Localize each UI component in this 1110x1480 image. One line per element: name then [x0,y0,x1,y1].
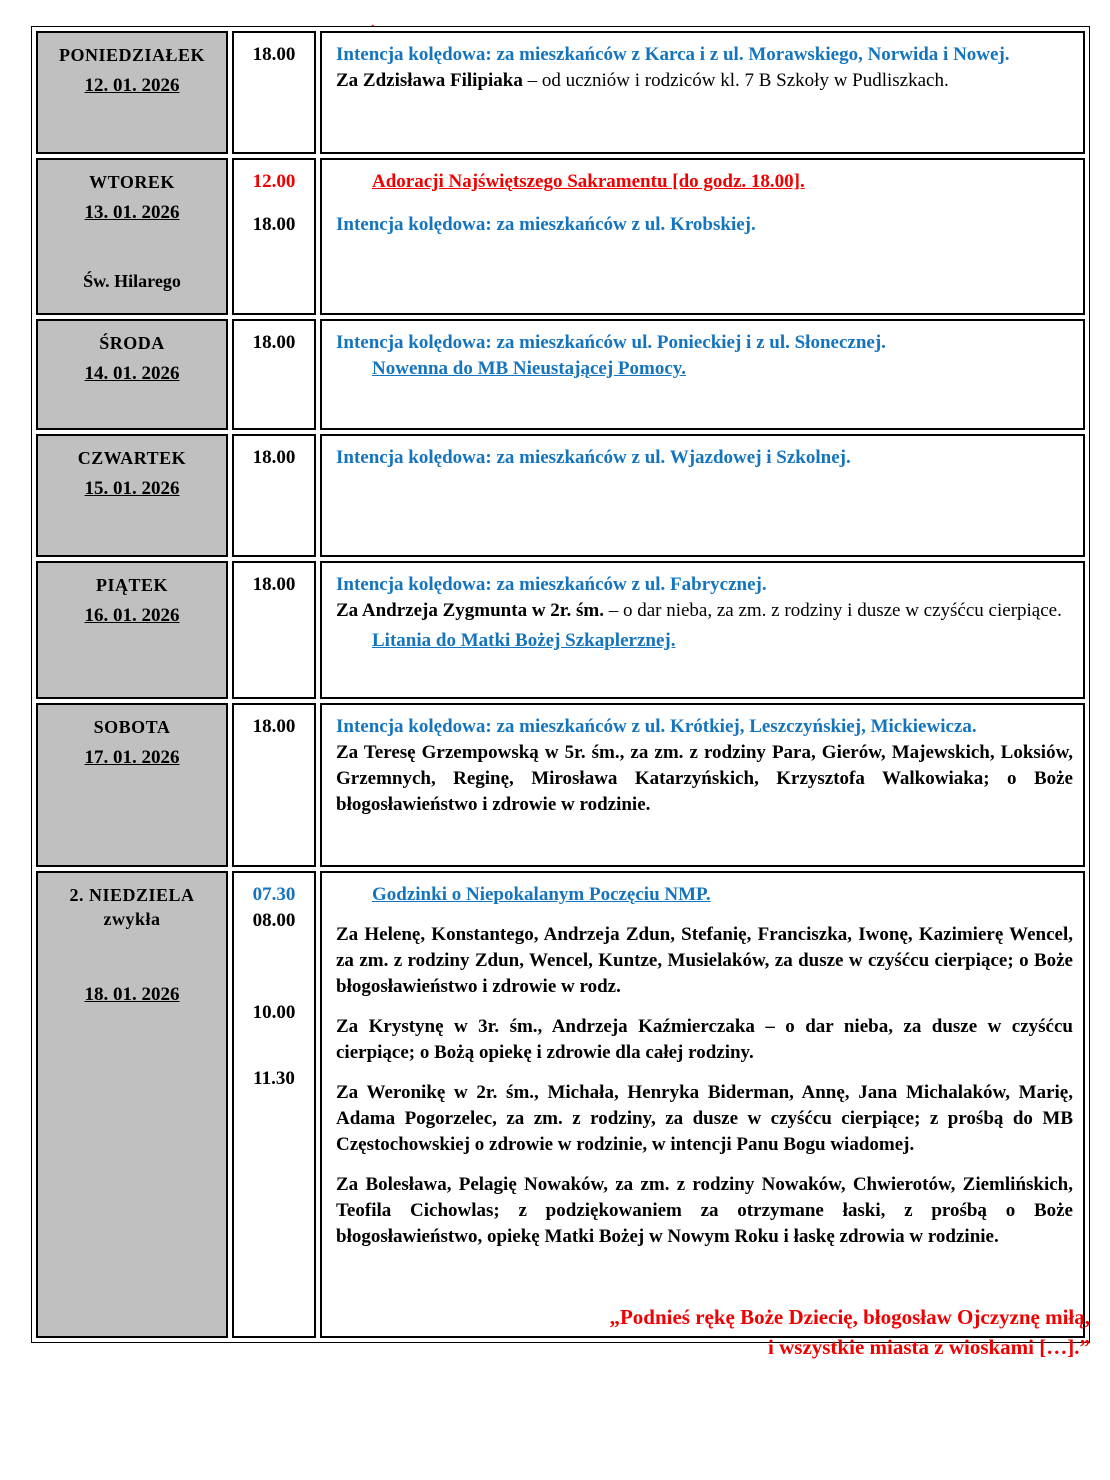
intention-name-bold: Za Andrzeja Zygmunta w 2r. śm. [336,600,604,621]
mass-time: 18.00 [252,214,296,235]
intention-text [336,598,1073,624]
day-cell [36,31,228,154]
schedule-row-tuesday [36,158,1085,315]
day-name: PONIEDZIAŁEK [58,45,206,65]
litany-line: Litania do Matki Bożej Szkaplerznej. [372,630,676,651]
intentions-cell [320,319,1085,430]
mass-time: 18.00 [252,574,296,595]
mass-time: 11.30 [253,1068,295,1089]
mass-time: 18.00 [252,44,296,65]
adoration-line: Adoracji Najświętszego Sakramentu [do godz. 18.00]. [372,171,805,192]
novena-line: Nowenna do MB Nieustającej Pomocy. [372,358,686,379]
intention-text: Za Weronikę w 2r. śm., Michała, Henryka Biderman, Annę, Jana Michalaków, Marię, Adama Pogorzelec, za zm. z rodziny, za dusze w czyśćcu cierpiące; z prośbą do MB Częstochowskiej o zdrowie w rodzinie, w intencji Panu Bogu wiadomej. [336,1082,1073,1155]
day-date: 14. 01. 2026 [84,363,180,384]
closing-quote [609,1302,1090,1362]
day-date: 17. 01. 2026 [84,747,180,768]
time-cell [232,31,316,154]
intention-koledowa: Intencja kolędowa: za mieszkańców z ul. Krótkiej, Leszczyńskiej, Mickiewicza. [336,716,977,737]
time-cell [232,871,316,1338]
mass-time: 18.00 [252,716,296,737]
stray-red-mark: . [371,16,375,31]
day-cell [36,561,228,699]
schedule-row-friday [36,561,1085,699]
godzinki-line: Godzinki o Niepokalanym Poczęciu NMP. [372,884,711,905]
day-cell [36,434,228,557]
intention-koledowa: Intencja kolędowa: za mieszkańców z ul. Krobskiej. [336,214,756,235]
intentions-cell [320,434,1085,557]
day-cell [36,703,228,867]
schedule-row-monday [36,31,1085,154]
day-date: 15. 01. 2026 [84,478,180,499]
time-cell [232,434,316,557]
mass-time: 08.00 [252,910,296,931]
closing-quote-line2: i wszystkie miasta z wioskami […].” [768,1335,1090,1359]
day-cell [36,319,228,430]
time-cell [232,158,316,315]
intentions-cell [320,561,1085,699]
day-cell [36,158,228,315]
intention-koledowa: Intencja kolędowa: za mieszkańców z ul. Fabrycznej. [336,574,767,595]
time-cell [232,561,316,699]
intention-koledowa: Intencja kolędowa: za mieszkańców ul. Ponieckiej i z ul. Słonecznej. [336,332,886,353]
mass-time: 12.00 [252,171,296,192]
schedule-row-wednesday [36,319,1085,430]
day-name: PIĄTEK [95,575,168,595]
day-date: 12. 01. 2026 [84,75,180,96]
mass-time: 07.30 [252,884,296,905]
intentions-cell [320,31,1085,154]
intentions-cell [320,871,1085,1338]
schedule-row-saturday [36,703,1085,867]
day-cell [36,871,228,1338]
feast-name: Św. Hilarego [83,271,181,291]
intentions-cell [320,158,1085,315]
intention-text: Za Bolesława, Pelagię Nowaków, za zm. z rodziny Nowaków, Chwierotów, Ziemlińskich, Teofila Cichowlas; z podziękowaniem za otrzymane łaski, z prośbą o Boże błogosławieństwo, opiekę Matki Bożej w Nowym Roku i łaskę zdrowia w rodzinie. [336,1174,1073,1247]
mass-schedule-table [31,26,1090,1343]
intention-name-rest: – od uczniów i rodziców kl. 7 B Szkoły w Pudliszkach. [522,70,949,91]
day-name-line1: 2. NIEDZIELA [69,885,195,905]
mass-time: 10.00 [252,1002,296,1023]
day-date: 18. 01. 2026 [84,984,180,1005]
intention-koledowa: Intencja kolędowa: za mieszkańców z Karca i z ul. Morawskiego, Norwida i Nowej. [336,44,1010,65]
day-name: WTOREK [89,172,175,192]
day-name-line2: zwykła [103,909,161,929]
intention-text: Za Teresę Grzempowską w 5r. śm., za zm. z rodziny Para, Gierów, Majewskich, Loksiów, Grzemnych, Reginę, Mirosława Katarzyńskich, Krzysztofa Walkowiaka; o Boże błogosławieństwo i zdrowie w rodzinie. [336,742,1073,815]
day-date: 16. 01. 2026 [84,605,180,626]
intention-name-rest: – o dar nieba, za zm. z rodziny i dusze w czyśćcu cierpiące. [603,600,1062,621]
intention-text: Za Helenę, Konstantego, Andrzeja Zdun, Stefanię, Franciszka, Iwonę, Kazimierę Wencel, za zm. z rodziny Zdun, Wencel, Kuntze, Musielaków, za dusze w czyśćcu cierpiące; o Boże błogosławieństwo i zdrowie w rodz. [336,924,1073,997]
time-cell [232,319,316,430]
intention-text: Za Krystynę w 3r. śm., Andrzeja Kaźmierczaka – o dar nieba, za dusze w czyśćcu cierpiące; o Bożą opiekę i zdrowie dla całej rodziny. [336,1016,1073,1063]
schedule-row-thursday [36,434,1085,557]
time-cell [232,703,316,867]
intention-text [336,68,1073,94]
day-name: SOBOTA [93,717,171,737]
intention-koledowa: Intencja kolędowa: za mieszkańców z ul. Wjazdowej i Szkolnej. [336,447,851,468]
mass-time: 18.00 [252,447,296,468]
mass-time: 18.00 [252,332,296,353]
schedule-row-sunday [36,871,1085,1338]
day-name: CZWARTEK [77,448,187,468]
closing-quote-line1: „Podnieś rękę Boże Dziecię, błogosław Ojczyznę miłą, [609,1305,1090,1329]
intentions-cell [320,703,1085,867]
day-date: 13. 01. 2026 [84,202,180,223]
intention-name-bold: Za Zdzisława Filipiaka [336,70,523,91]
day-name: ŚRODA [99,333,165,353]
